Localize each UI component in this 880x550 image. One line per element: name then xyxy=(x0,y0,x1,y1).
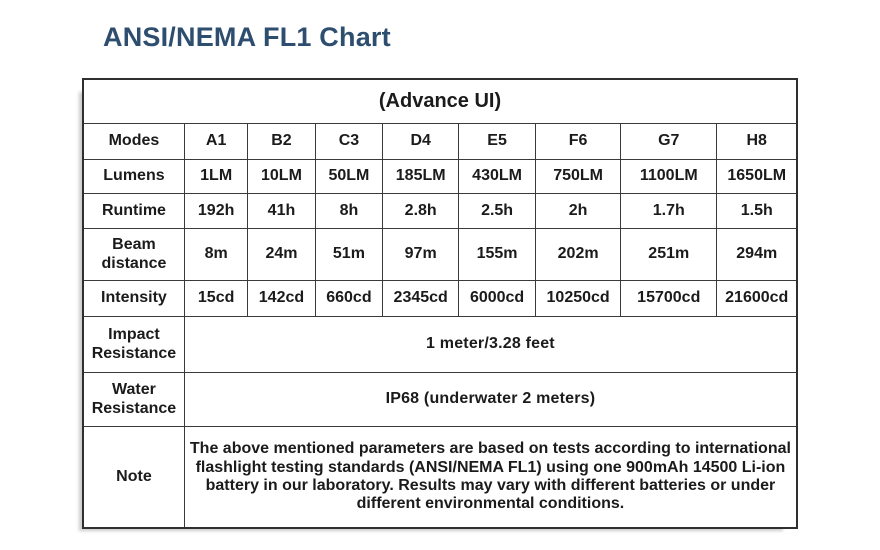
note-row xyxy=(83,427,797,529)
beam-distance-label-cell xyxy=(83,229,184,281)
mode-cell-d4: D4 xyxy=(383,124,459,160)
value-cell: 430LM xyxy=(459,160,536,194)
value-cell: 8m xyxy=(184,229,248,281)
water-resistance-row xyxy=(83,373,797,427)
modes-label-cell: Modes xyxy=(83,124,184,160)
value-cell: 2.5h xyxy=(459,194,536,229)
mode-cell-b2: B2 xyxy=(248,124,315,160)
value-cell: 97m xyxy=(383,229,459,281)
mode-cell-f6: F6 xyxy=(536,124,621,160)
water-resistance-value-cell: IP68 (underwater 2 meters) xyxy=(184,373,797,427)
lumens-row xyxy=(83,160,797,194)
value-cell: 202m xyxy=(536,229,621,281)
impact-resistance-label-cell xyxy=(83,317,184,373)
impact-resistance-row xyxy=(83,317,797,373)
value-cell: 192h xyxy=(184,194,248,229)
mode-cell-e5: E5 xyxy=(459,124,536,160)
value-cell: 10LM xyxy=(248,160,315,194)
value-cell: 1650LM xyxy=(717,160,797,194)
value-cell: 41h xyxy=(248,194,315,229)
value-cell: 294m xyxy=(717,229,797,281)
beam-label-line-1: Beam xyxy=(112,236,156,254)
value-cell: 51m xyxy=(315,229,383,281)
value-cell: 8h xyxy=(315,194,383,229)
mode-cell-c3: C3 xyxy=(315,124,383,160)
value-cell: 21600cd xyxy=(717,281,797,317)
mode-cell-a1: A1 xyxy=(184,124,248,160)
value-cell: 251m xyxy=(621,229,717,281)
value-cell: 1LM xyxy=(184,160,248,194)
water-resistance-label-cell xyxy=(83,373,184,427)
value-cell: 2.8h xyxy=(383,194,459,229)
beam-distance-row xyxy=(83,229,797,281)
impact-label-line-1: Impact xyxy=(108,326,160,344)
value-cell: 142cd xyxy=(248,281,315,317)
mode-cell-h8: H8 xyxy=(717,124,797,160)
value-cell: 15cd xyxy=(184,281,248,317)
value-cell: 6000cd xyxy=(459,281,536,317)
value-cell: 10250cd xyxy=(536,281,621,317)
water-label-line-1: Water xyxy=(112,381,156,399)
mode-cell-g7: G7 xyxy=(621,124,717,160)
runtime-row xyxy=(83,194,797,229)
intensity-label-cell: Intensity xyxy=(83,281,184,317)
value-cell: 2h xyxy=(536,194,621,229)
value-cell: 2345cd xyxy=(383,281,459,317)
value-cell: 660cd xyxy=(315,281,383,317)
page-title: ANSI/NEMA FL1 Chart xyxy=(103,22,391,52)
value-cell: 750LM xyxy=(536,160,621,194)
value-cell: 1100LM xyxy=(621,160,717,194)
value-cell: 155m xyxy=(459,229,536,281)
value-cell: 15700cd xyxy=(621,281,717,317)
impact-resistance-value-cell: 1 meter/3.28 feet xyxy=(184,317,797,373)
value-cell: 50LM xyxy=(315,160,383,194)
intensity-row xyxy=(83,281,797,317)
note-label-cell: Note xyxy=(83,427,184,529)
runtime-label-cell: Runtime xyxy=(83,194,184,229)
value-cell: 1.7h xyxy=(621,194,717,229)
value-cell: 185LM xyxy=(383,160,459,194)
value-cell: 1.5h xyxy=(717,194,797,229)
note-text-cell: The above mentioned parameters are based on tests according to international flashlight testing standards (ANSI/NEMA FL1) using one 900mAh 14500 Li-ion battery in our laboratory. Results may vary with different batteries or under different environmental conditions. xyxy=(184,427,797,529)
value-cell: 24m xyxy=(248,229,315,281)
modes-row xyxy=(83,124,797,160)
fl1-chart-table xyxy=(82,78,798,529)
advance-ui-header-cell: (Advance UI) xyxy=(83,79,797,124)
header-row xyxy=(83,79,797,124)
lumens-label-cell: Lumens xyxy=(83,160,184,194)
impact-label-line-2: Resistance xyxy=(91,344,177,362)
water-label-line-2: Resistance xyxy=(91,399,177,417)
beam-label-line-2: distance xyxy=(101,254,167,272)
